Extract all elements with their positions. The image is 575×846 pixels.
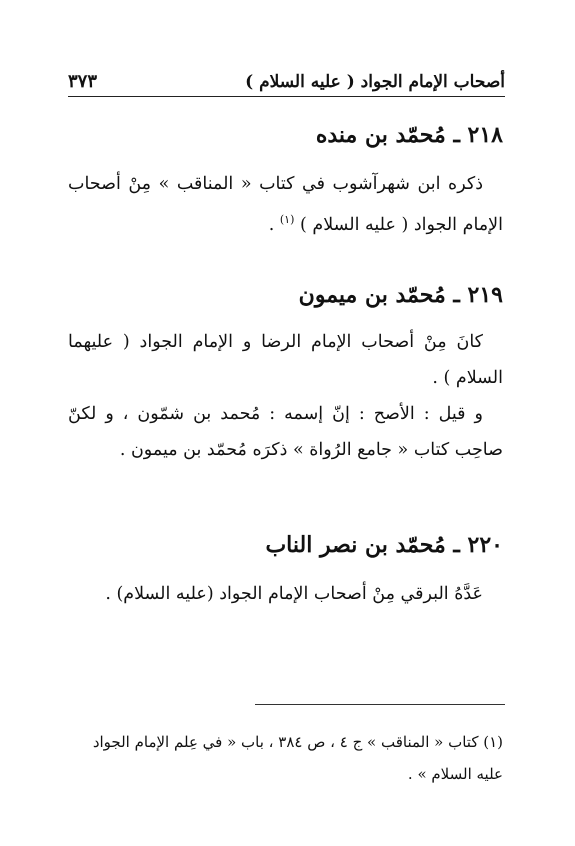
entry-218-paragraph	[68, 166, 503, 243]
entry-220-paragraph	[68, 576, 503, 612]
running-title: أصحاب الإمام الجواد ( عليه السلام )	[245, 72, 505, 92]
entry-220-text: عَدَّهُ البرقي مِنْ أصحاب الإمام الجواد (عليه السلام) .	[105, 584, 483, 604]
entry-219-paragraph-2	[68, 396, 503, 468]
entry-219-paragraph-1	[68, 324, 503, 396]
header-rule	[68, 96, 505, 97]
entry-219-text-1: كانَ مِنْ أصحاب الإمام الرضا و الإمام الجواد ( عليهما السلام ) .	[68, 332, 503, 388]
footnote-rule	[255, 704, 505, 705]
entry-218-end: .	[268, 214, 280, 235]
entry-heading-219: ٢١٩ ـ مُحمّد بن ميمون	[298, 282, 503, 308]
entry-heading-218: ٢١٨ ـ مُحمّد بن منده	[315, 122, 503, 148]
entry-219-text-2: و قيل : الأصح : إنّ إسمه : مُحمد بن شمّون ، و لكنّ صاحِب كتاب « جامع الرُواة » ذكرَه مُحمّد بن ميمون .	[68, 404, 503, 460]
page-number: ٣٧٣	[68, 71, 98, 92]
page-header	[68, 62, 505, 92]
entry-218-text: ذكره ابن شهرآشوب في كتاب « المناقب » مِنْ أصحاب الإمام الجواد ( عليه السلام )	[68, 174, 503, 235]
entry-heading-220: ٢٢٠ ـ مُحمّد بن نصر الناب	[265, 532, 503, 558]
footnote: (١) كتاب « المناقب » ج ٤ ، ص ٣٨٤ ، باب « في عِلم الإمام الجواد عليه السلام » .	[92, 733, 503, 783]
footnote-reference: (١)	[279, 213, 295, 226]
